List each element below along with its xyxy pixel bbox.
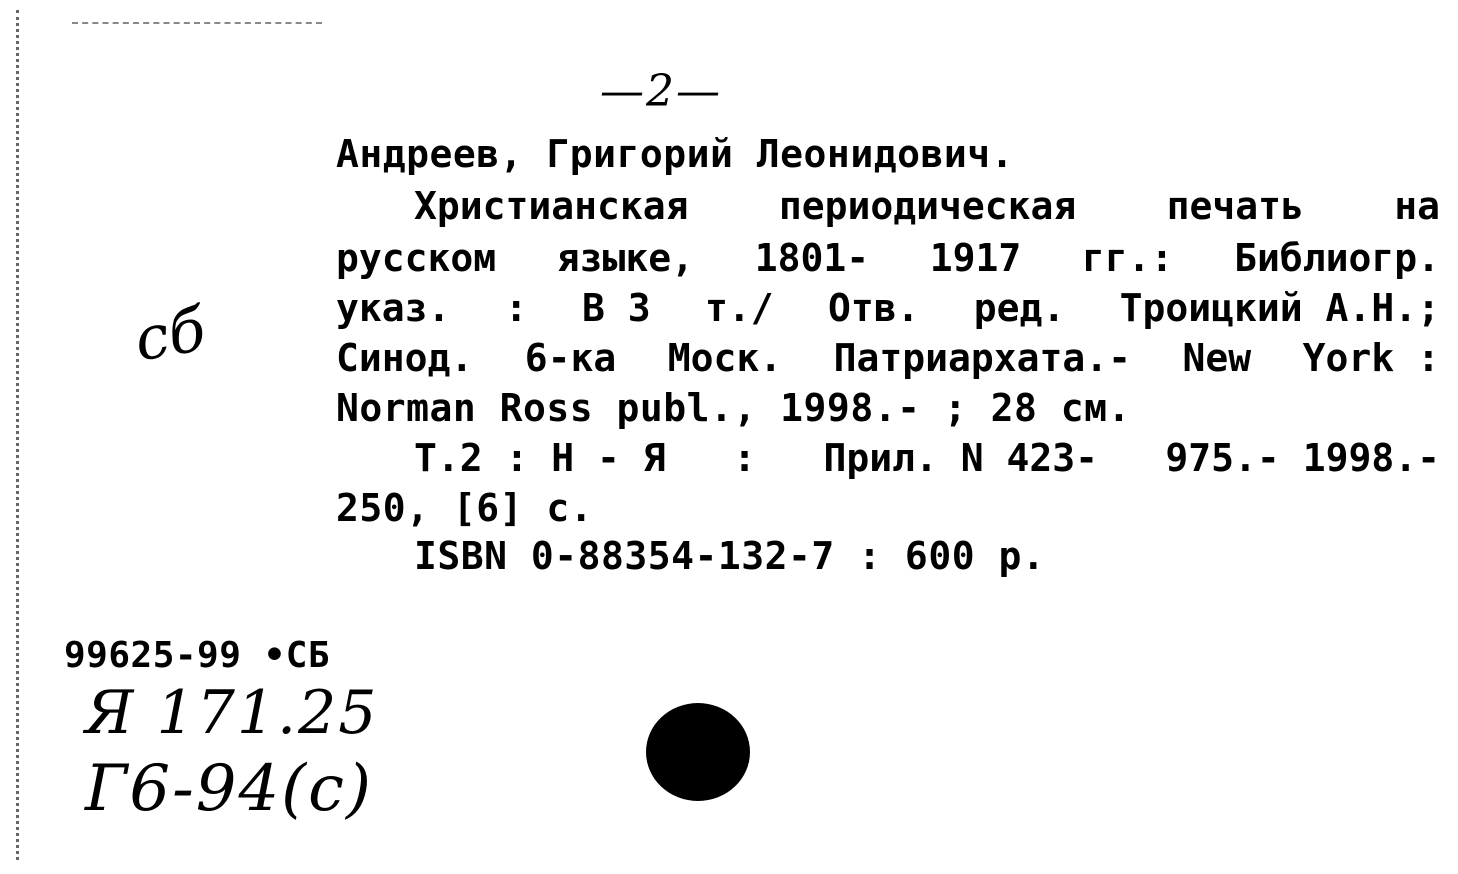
punch-hole (646, 703, 750, 801)
title-line-2 (336, 234, 1440, 282)
shelf-mark: Я 171.25 (85, 678, 379, 748)
title-line-3 (336, 284, 1440, 332)
volume-part: : (733, 436, 756, 480)
volume-part: Прил. N 423- (823, 436, 1098, 480)
title-word: на (1394, 184, 1440, 228)
accession-number: 99625-99 •СБ (64, 635, 331, 676)
title-line-1 (414, 182, 1440, 230)
title-word: Троицкий А.Н.; (1119, 286, 1440, 330)
title-word: New (1182, 336, 1252, 380)
title-word: 6-ка (524, 336, 617, 380)
classification-mark: Г6-94(с) (85, 752, 373, 826)
title-word: русском (336, 236, 497, 280)
title-word: печать (1166, 184, 1304, 228)
isbn-line: ISBN 0-88354-132-7 : 600 р. (414, 534, 1046, 578)
title-word: В 3 (581, 286, 651, 330)
title-word: т./ (704, 286, 774, 330)
title-line-4 (336, 334, 1440, 382)
title-word: указ. (336, 286, 451, 330)
page-number: —2— (600, 66, 722, 117)
volume-part: 975.- 1998.- (1165, 436, 1440, 480)
title-word: Христианская (414, 184, 689, 228)
title-line-5: Norman Ross publ., 1998.- ; 28 см. (336, 386, 1131, 430)
author-heading: Андреев, Григорий Леонидович. (336, 132, 1014, 176)
volume-line (414, 434, 1440, 482)
title-word: York : (1302, 336, 1440, 380)
title-word: Синод. (336, 336, 474, 380)
title-word: Отв. (827, 286, 920, 330)
title-word: 1917 (929, 236, 1022, 280)
perforated-edge (16, 10, 19, 860)
title-word: периодическая (778, 184, 1077, 228)
title-word: Моск. (667, 336, 783, 380)
top-rule (72, 22, 322, 24)
title-word: : (504, 286, 528, 330)
title-word: ред. (973, 286, 1066, 330)
title-word: Библиогр. (1234, 236, 1440, 280)
margin-mark: сб (129, 294, 211, 376)
title-word: гг.: (1081, 236, 1174, 280)
volume-part: Т.2 : Н - Я (414, 436, 666, 480)
volume-continuation: 250, [6] с. (336, 486, 594, 530)
title-word: языке, (556, 236, 695, 280)
title-word: Патриархата.- (833, 336, 1132, 380)
title-word: 1801- (754, 236, 870, 280)
